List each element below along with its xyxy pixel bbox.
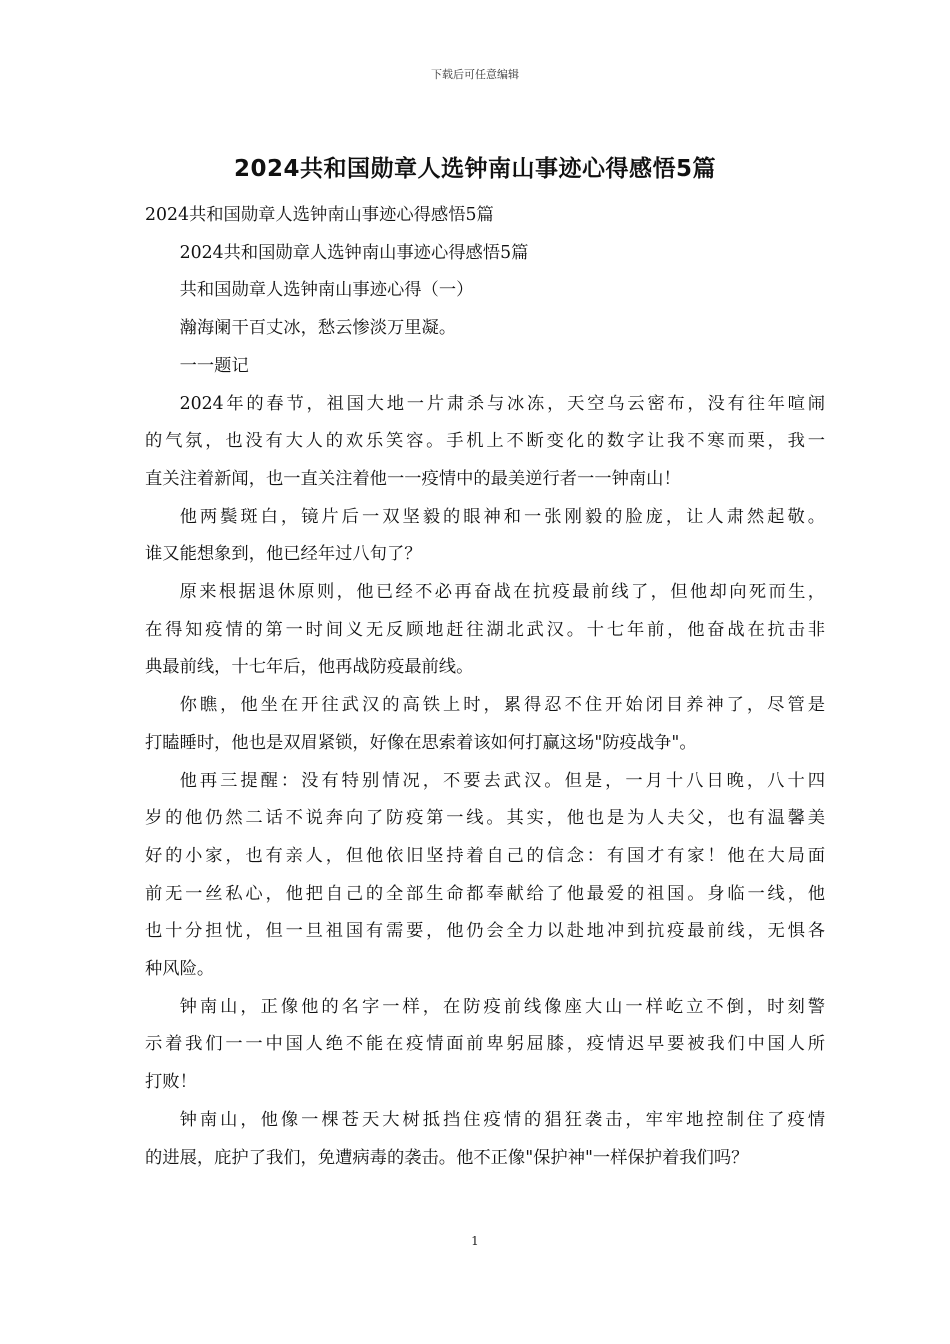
paragraph-5: 一一题记 — [179, 355, 249, 376]
paragraph-line: 他再三提醒：没有特别情况，不要去武汉。但是，一月十八日晚，八十四 — [179, 770, 825, 791]
paragraph-1: 2024共和国勋章人选钟南山事迹心得感悟5篇 — [145, 205, 494, 225]
paragraph-11 — [145, 989, 825, 1102]
paragraph-line: 也十分担忧，但一旦祖国有需要，他仍会全力以赴地冲到抗疫最前线，无惧各 — [145, 921, 825, 942]
paragraph-2: 2024共和国勋章人选钟南山事迹心得感悟5篇 — [179, 242, 529, 263]
paragraph-line: 典最前线，十七年后，他再战防疫最前线。 — [145, 657, 474, 678]
paragraph-7 — [145, 499, 825, 574]
header-note: 下载后可任意编辑 — [431, 68, 519, 81]
paragraph-line: 前无一丝私心，他把自己的全部生命都奉献给了他最爱的祖国。身临一线，他 — [145, 883, 825, 904]
paragraph-line: 钟南山，他像一棵苍天大树抵挡住疫情的猖狂袭击，牢牢地控制住了疫情 — [179, 1109, 825, 1130]
paragraph-3: 共和国勋章人选钟南山事迹心得（一） — [179, 280, 474, 301]
paragraph-line: 2024年的春节，祖国大地一片肃杀与冰冻，天空乌云密布，没有往年喧闹 — [179, 393, 825, 414]
paragraph-line: 打败！ — [145, 1072, 197, 1093]
paragraph-line: 好的小家，也有亲人，但他依旧坚持着自己的信念：有国才有家！他在大局面 — [145, 845, 825, 866]
paragraph-8 — [145, 574, 825, 687]
paragraph-line: 在得知疫情的第一时间义无反顾地赶往湖北武汉。十七年前，他奋战在抗击非 — [145, 619, 825, 640]
paragraph-4: 瀚海阑干百丈冰，愁云惨淡万里凝。 — [179, 318, 457, 339]
paragraph-line: 的气氛，也没有大人的欢乐笑容。手机上不断变化的数字让我不寒而栗，我一 — [145, 431, 825, 452]
paragraph-line: 他两鬓斑白，镜片后一双坚毅的眼神和一张刚毅的脸庞，让人肃然起敬。 — [179, 506, 825, 527]
paragraph-line: 你瞧，他坐在开往武汉的高铁上时，累得忍不住开始闭目养神了，尽管是 — [179, 695, 825, 716]
paragraph-line: 的进展，庇护了我们，免遭病毒的袭击。他不正像"保护神"一样保护着我们吗？ — [145, 1147, 749, 1168]
paragraph-line: 直关注着新闻，也一直关注着他一一疫情中的最美逆行者一一钟南山！ — [145, 468, 681, 489]
paragraph-line: 示着我们一一中国人绝不能在疫情面前卑躬屈膝，疫情迟早要被我们中国人所 — [145, 1034, 825, 1055]
paragraph-10 — [145, 763, 825, 989]
paragraph-line: 钟南山，正像他的名字一样，在防疫前线像座大山一样屹立不倒，时刻警 — [179, 996, 825, 1017]
document-title: 2024共和国勋章人选钟南山事迹心得感悟5篇 — [233, 156, 717, 182]
paragraph-line: 种风险。 — [145, 959, 215, 980]
paragraph-12 — [145, 1102, 825, 1177]
document-body — [145, 197, 825, 1177]
paragraph-line: 原来根据退休原则，他已经不必再奋战在抗疫最前线了，但他却向死而生， — [179, 582, 825, 603]
paragraph-line: 打瞌睡时，他也是双眉紧锁，好像在思索着该如何打赢这场"防疫战争"。 — [145, 732, 697, 753]
page-number: 1 — [471, 1234, 479, 1248]
paragraph-line: 岁的他仍然二话不说奔向了防疫第一线。其实，他也是为人夫父，也有温馨美 — [145, 808, 825, 829]
paragraph-9 — [145, 687, 825, 762]
paragraph-6 — [145, 386, 825, 499]
paragraph-line: 谁又能想象到，他已经年过八旬了？ — [145, 544, 422, 565]
